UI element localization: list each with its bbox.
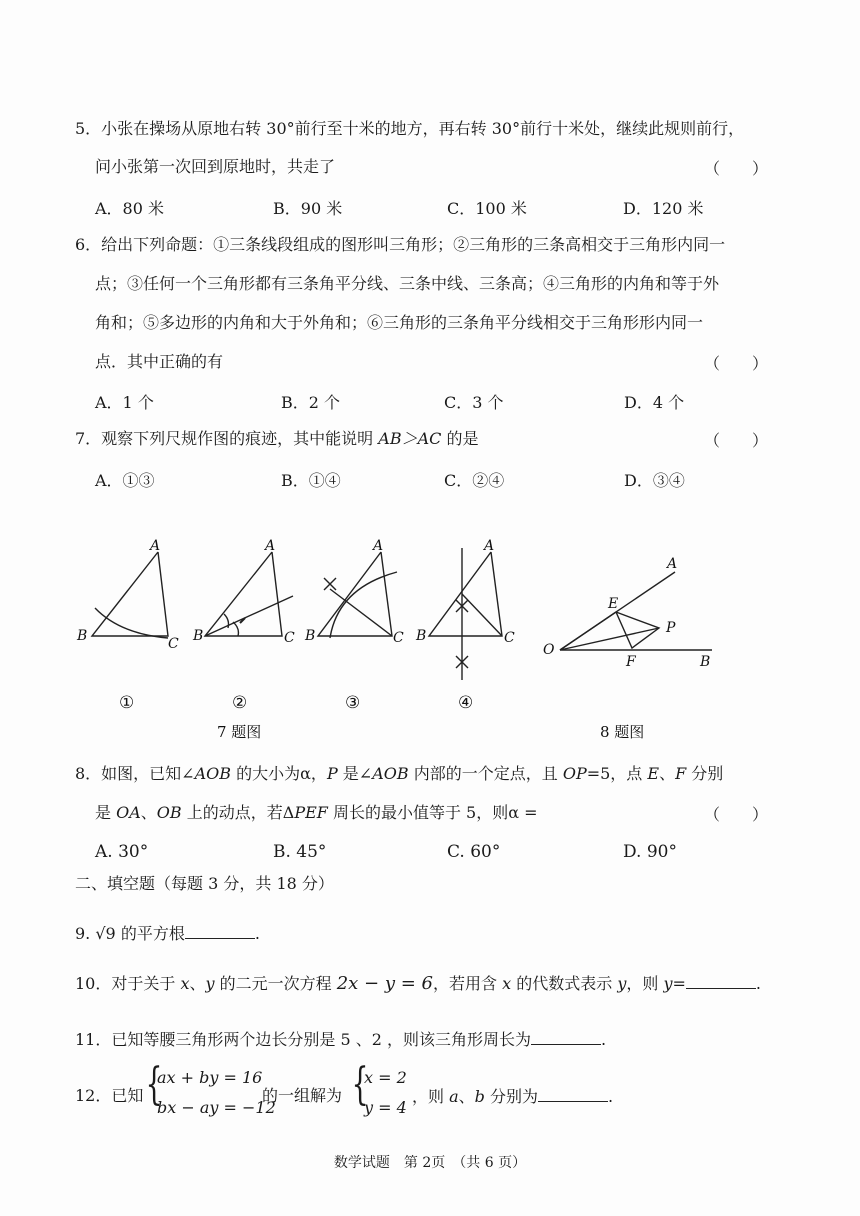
q8-option-d: D. 90° (623, 842, 677, 862)
q12-answer-blank[interactable] (538, 1085, 608, 1102)
fig2-label-a: A (265, 538, 276, 554)
q8-text: 上的动点，若Δ (181, 803, 295, 822)
fig3-label-c: C (393, 630, 404, 646)
q12-number: 12．已知 (75, 1086, 144, 1105)
q9-answer-blank[interactable] (185, 922, 255, 939)
q10-end: . (755, 974, 762, 993)
fig4-label-b: B (416, 628, 427, 644)
fig8-label-p: P (666, 620, 676, 636)
q5-option-a: A．80 米 (95, 199, 165, 218)
fig8-label-a: A (667, 556, 678, 572)
q11-end: . (600, 1030, 607, 1049)
q9-sqrt: √9 (95, 924, 116, 943)
q8-math: E (647, 764, 660, 783)
q8-text: 是∠ (337, 764, 373, 783)
fig2-label-c: C (284, 630, 295, 646)
fig3-label-a: A (373, 538, 384, 554)
q7-paren: （ ） (704, 431, 769, 450)
q5-line2: 问小张第一次回到原地时，共走了 (95, 157, 336, 176)
q7-prefix: 7．观察下列尺规作图的痕迹，其中能说明 (75, 429, 379, 448)
q7-option-b: B．①④ (281, 471, 341, 490)
q8-math: OB (156, 803, 182, 822)
q12-tail (412, 1085, 613, 1108)
page-footer: 数学试题 第 2页 （共 6 页） (333, 1155, 527, 1171)
q5-option-b: B．90 米 (273, 199, 343, 218)
q8-text: 周长的最小值等于 5，则α = (327, 803, 538, 822)
fig8-label-b: B (700, 654, 711, 670)
fig-number-2: ② (232, 693, 248, 713)
q12-text: ，则 (412, 1087, 450, 1106)
q8-math: F (675, 764, 687, 783)
q8-text: 、 (140, 803, 157, 822)
q12-system-1-eq2: bx − ay = −12 (157, 1098, 276, 1117)
q8-text: 分别 (686, 764, 724, 783)
q10-text: 的二元一次方程 (214, 974, 337, 993)
q12-text: 、 (458, 1087, 475, 1106)
q8-text: 8．如图，已知∠ (75, 764, 195, 783)
q11 (75, 1028, 606, 1051)
q10-math: y (617, 974, 627, 993)
q6-option-a: A．1 个 (95, 393, 154, 412)
q12-system-2-eq2: y = 4 (364, 1098, 407, 1117)
q10-text: 的代数式表示 (511, 974, 618, 993)
q8-line2 (95, 802, 538, 824)
q8-option-b: B. 45° (273, 842, 327, 862)
fig4-label-c: C (504, 630, 515, 646)
fig1-label-b: B (77, 628, 88, 644)
q8-option-c: C. 60° (447, 842, 501, 862)
q9-end: . (254, 924, 260, 943)
q10-equation: 2x − y = 6 (336, 973, 434, 994)
q7-option-a: A．①③ (95, 471, 155, 490)
q10-text: 10．对于关于 (75, 974, 181, 993)
figure-1-triangle (92, 552, 168, 638)
q7-option-d: D．③④ (624, 471, 685, 490)
q10-math: x (502, 974, 512, 993)
q6-option-d: D．4 个 (624, 393, 685, 412)
q9-text: 的平方根 (115, 924, 185, 943)
q12-brace-2: { (351, 1059, 369, 1110)
figure-2-triangle (205, 552, 293, 636)
q6-paren: （ ） (704, 354, 769, 373)
q6-line4: 点．其中正确的有 (95, 352, 224, 371)
q8-paren: （ ） (704, 805, 769, 824)
q7-option-c: C．②④ (444, 471, 505, 490)
q6-line3: 角和；⑤多边形的内角和大于外角和；⑥三角形的三条角平分线相交于三角形形内同一 (95, 313, 704, 332)
q9-number: 9. (75, 924, 91, 943)
caption-7: 7 题图 (217, 723, 262, 741)
fig2-label-b: B (193, 628, 204, 644)
q8-text: 的大小为α， (231, 764, 327, 783)
fig-number-3: ③ (345, 693, 361, 713)
q8-math: AOB (194, 764, 232, 783)
q6-line2: 点；③任何一个三角形都有三条角平分线、三条中线、三条高；④三角形的内角和等于外 (95, 274, 720, 293)
fig-number-1: ① (119, 693, 135, 713)
q8-math: AOB (372, 764, 409, 783)
q11-answer-blank[interactable] (531, 1028, 601, 1045)
q5-line1: 5．小张在操场从原地右转 30°前行至十米的地方，再右转 30°前行十米处，继续此规则前行， (75, 119, 745, 138)
q12-system-1-eq1: ax + by = 16 (157, 1068, 263, 1087)
q7-suffix: 的是 (441, 429, 479, 448)
q8-text: 内部的一个定点，且 (408, 764, 563, 783)
q12-math: a (449, 1087, 459, 1106)
fig3-label-b: B (305, 628, 316, 644)
q8-math: PEF (294, 803, 328, 822)
fig8-label-e: E (608, 596, 619, 612)
figure-3-triangle (318, 552, 397, 638)
q9 (75, 922, 260, 945)
q6-line1: 6．给出下列命题：①三条线段组成的图形叫三角形；②三角形的三条高相交于三角形内同一 (75, 235, 726, 254)
q8-text: 是 (95, 803, 117, 822)
q10-math: y (205, 974, 215, 993)
q12-mid: 的一组解为 (262, 1086, 343, 1105)
q8-line1 (75, 763, 723, 785)
fig8-label-f: F (626, 654, 636, 670)
figure-8-angle (560, 572, 712, 650)
q12-system-2-eq1: x = 2 (364, 1068, 407, 1087)
fig4-label-a: A (484, 538, 495, 554)
q11-text: 11．已知等腰三角形两个边长分别是 5 、2 ，则该三角形周长为 (75, 1030, 531, 1049)
fig1-label-a: A (150, 538, 161, 554)
section-2-heading: 二、填空题（每题 3 分，共 18 分） (75, 874, 334, 893)
q8-math: P (326, 764, 338, 783)
q10-text: ，若用含 (433, 974, 503, 993)
q6-option-c: C．3 个 (444, 393, 504, 412)
q8-text: =5，点 (586, 764, 648, 783)
q10-text: = (672, 974, 686, 993)
fig-number-4: ④ (458, 693, 474, 713)
caption-8: 8 题图 (600, 723, 645, 741)
q12-text: 分别为 (484, 1087, 538, 1106)
q8-text: 、 (659, 764, 676, 783)
figures-svg (0, 530, 860, 750)
fig8-label-o: O (543, 642, 555, 658)
q12-end: . (608, 1087, 614, 1106)
q10 (75, 972, 761, 995)
q8-option-a: A. 30° (95, 842, 149, 862)
q5-option-d: D．120 米 (623, 199, 704, 218)
q10-math: y (663, 974, 673, 993)
q12-math: b (474, 1087, 485, 1106)
q10-answer-blank[interactable] (686, 972, 756, 989)
q5-option-c: C．100 米 (447, 199, 527, 218)
q8-math: OA (116, 803, 141, 822)
q8-math: OP (562, 764, 587, 783)
figure-4-triangle (429, 548, 502, 680)
q10-text: 、 (189, 974, 206, 993)
fig1-label-c: C (168, 636, 179, 652)
q7-math: AB＞AC (378, 429, 442, 448)
q5-paren: （ ） (704, 159, 769, 178)
q6-option-b: B．2 个 (281, 393, 341, 412)
q12-brace-1: { (145, 1059, 163, 1110)
q10-math: x (180, 974, 190, 993)
q10-text: ，则 (626, 974, 664, 993)
q7-stem (75, 428, 479, 450)
